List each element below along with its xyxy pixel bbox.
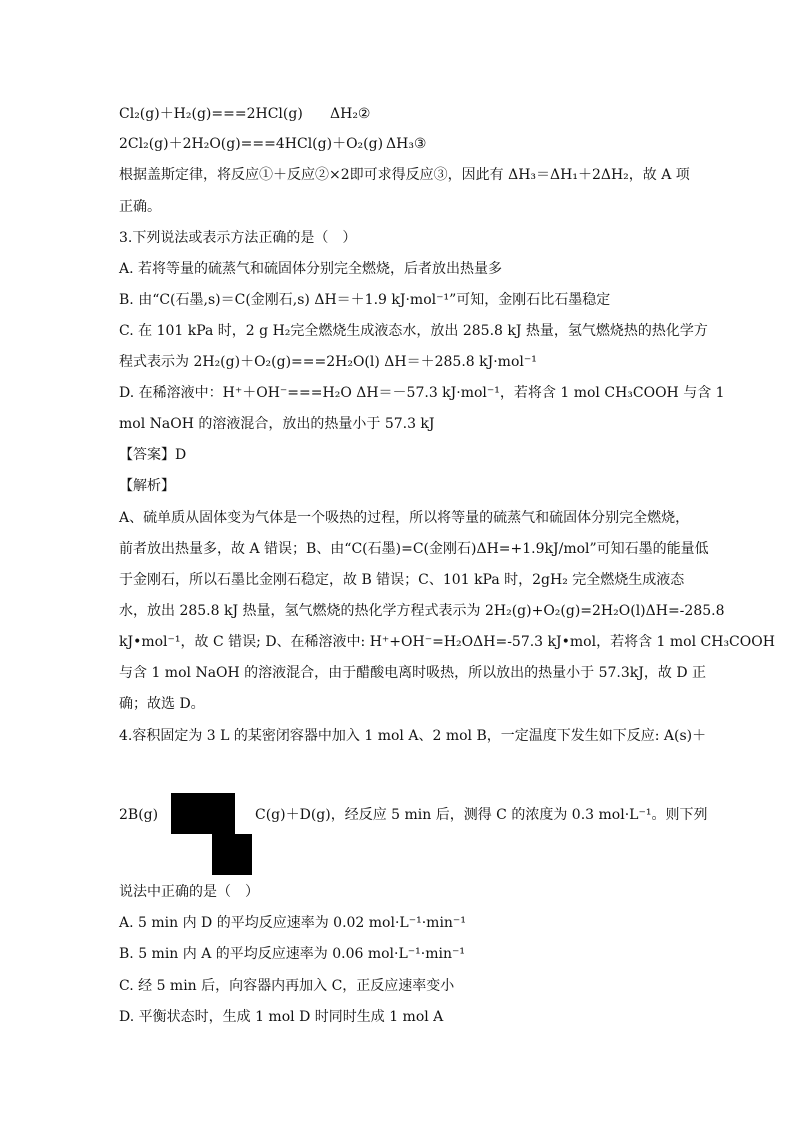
analysis-line-6: 与含 1 mol NaOH 的溶液混合，由于醋酸电离时吸热，所以放出的热量小于 57.3kJ，故 D 正 xyxy=(119,665,707,681)
question-4-option-b: B. 5 min 内 A 的平均反应速率为 0.06 mol·L⁻¹·min⁻¹ xyxy=(119,946,466,962)
question-4-option-d: D. 平衡状态时，生成 1 mol D 时同时生成 1 mol A xyxy=(119,1009,444,1025)
question-4-stem-line-3: 说法中正确的是（ ） xyxy=(119,884,259,900)
question-3-option-d-line-2: mol NaOH 的溶液混合，放出的热量小于 57.3 kJ xyxy=(119,416,435,432)
question-3-option-d-line-1: D. 在稀溶液中：H⁺＋OH⁻===H₂O ΔH＝－57.3 kJ·mol⁻¹，若将含 1 mol CH₃COOH 与含 1 xyxy=(119,385,725,401)
equation-2-formula: Cl₂(g)＋H₂(g)===2HCl(g) xyxy=(119,106,303,122)
question-3-option-c-line-1: C. 在 101 kPa 时，2 g H₂完全燃烧生成液态水，放出 285.8 kJ 热量，氢气燃烧热的热化学方 xyxy=(119,323,708,339)
equation-3 xyxy=(119,134,383,154)
analysis-line-5: kJ•mol⁻¹，故 C 错误; D、在稀溶液中: H⁺+OH⁻=H₂OΔH=-57.3 kJ•mol，若将含 1 mol CH₃COOH xyxy=(119,634,775,650)
analysis-line-3: 于金刚石，所以石墨比金刚石稳定，故 B 错误；C、101 kPa 时，2gH₂ 完全燃烧生成液态 xyxy=(119,572,685,588)
equation-3-enthalpy: ΔH₃③ xyxy=(386,136,427,152)
analysis-line-1: A、硫单质从固体变为气体是一个吸热的过程，所以将等量的硫蒸气和硫固体分别完全燃烧， xyxy=(119,510,690,526)
analysis-line-7: 确；故选 D。 xyxy=(119,696,205,712)
reaction-arrow-image-redacted xyxy=(171,793,235,834)
equation-2 xyxy=(119,104,303,124)
question-3-option-b: B. 由“C(石墨,s)＝C(金刚石,s) ΔH＝＋1.9 kJ·mol⁻¹”可知，金刚石比石墨稳定 xyxy=(119,292,611,308)
equation-3-formula: 2Cl₂(g)＋2H₂O(g)===4HCl(g)＋O₂(g) xyxy=(119,136,384,152)
question-3-option-a: A. 若将等量的硫蒸气和硫固体分别完全燃烧，后者放出热量多 xyxy=(119,261,503,277)
question-3-option-c-line-2: 程式表示为 2H₂(g)＋O₂(g)===2H₂O(l) ΔH＝＋285.8 kJ·mol⁻¹ xyxy=(119,354,537,370)
question-4-option-c: C. 经 5 min 后，向容器内再加入 C，正反应速率变小 xyxy=(119,978,455,994)
analysis-line-4: 水，放出 285.8 kJ 热量，氢气燃烧的热化学方程式表示为 2H₂(g)+O₂(g)=2H₂O(l)ΔH=-285.8 xyxy=(119,603,725,619)
question-4-stem-reactant: 2B(g) xyxy=(119,807,159,823)
question-3-stem: 3.下列说法或表示方法正确的是（ ） xyxy=(119,230,357,246)
equation-2-enthalpy: ΔH₂② xyxy=(330,106,371,122)
question-3-answer: 【答案】D xyxy=(119,447,187,463)
question-4-stem-line-2: C(g)＋D(g)，经反应 5 min 后，测得 C 的浓度为 0.3 mol·L⁻¹。则下列 xyxy=(255,807,708,823)
reaction-arrow-image-redacted-lower xyxy=(212,834,252,875)
question-4-stem-line-1: 4.容积固定为 3 L 的某密闭容器中加入 1 mol A、2 mol B，一定温度下发生如下反应: A(s)＋ xyxy=(119,728,707,744)
question-3-analysis-title: 【解析】 xyxy=(119,478,175,494)
hess-law-text-line-2: 正确。 xyxy=(119,199,161,215)
hess-law-text-line-1: 根据盖斯定律，将反应①＋反应②×2即可求得反应③，因此有 ΔH₃＝ΔH₁＋2ΔH₂，故 A 项 xyxy=(119,167,690,183)
question-4-option-a: A. 5 min 内 D 的平均反应速率为 0.02 mol·L⁻¹·min⁻¹ xyxy=(119,915,466,931)
analysis-line-2: 前者放出热量多，故 A 错误；B、由“C(石墨)=C(金刚石)ΔH=+1.9kJ/mol”可知石墨的能量低 xyxy=(119,541,709,557)
